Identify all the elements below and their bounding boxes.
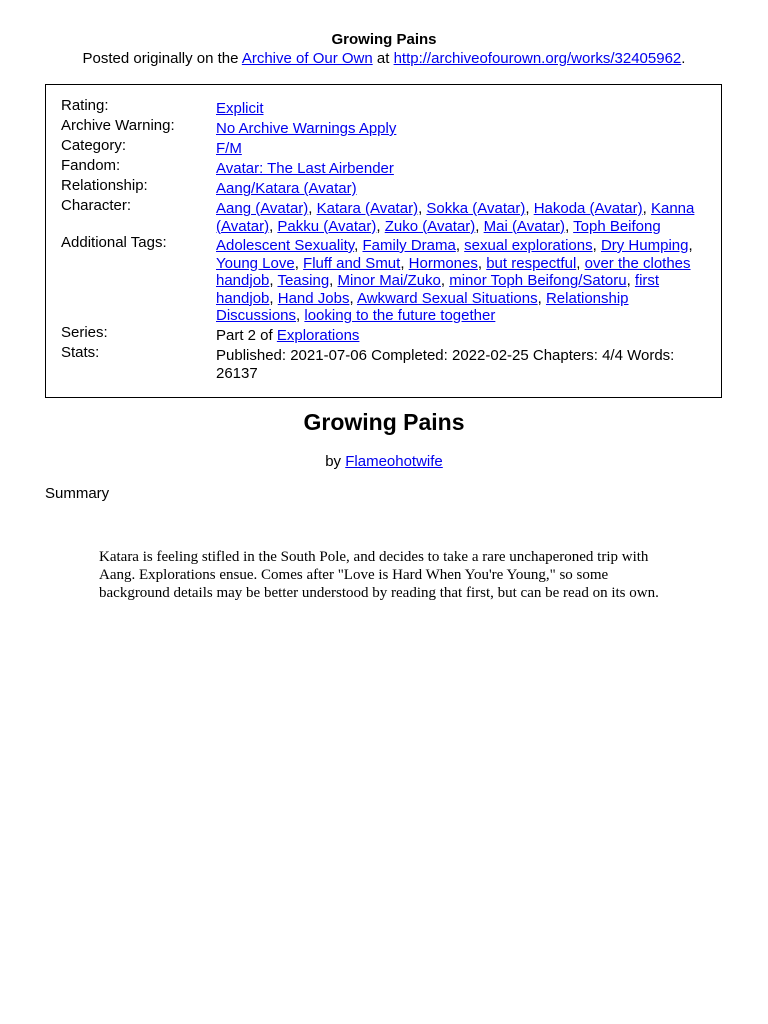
stats-label: Stats: (61, 344, 100, 361)
freeform-tag[interactable]: Teasing (277, 272, 330, 289)
freeform-tag[interactable]: Young Love (216, 254, 295, 272)
freeform-tag[interactable]: Minor Mai/Zuko (337, 272, 441, 289)
work-url-link[interactable]: http://archiveofourown.org/works/32405962 (393, 50, 682, 67)
freeform-tag[interactable]: Family Drama (362, 237, 456, 254)
category-label: Category: (61, 137, 127, 154)
by-text: by (325, 453, 342, 470)
freeform-tag[interactable]: Hand Jobs (277, 289, 350, 307)
relationship-link[interactable]: Aang/Katara (Avatar) (216, 180, 357, 197)
character-tag[interactable]: Aang (Avatar) (216, 200, 309, 217)
freeform-tag[interactable]: sexual explorations (464, 237, 593, 254)
archive-link[interactable]: Archive of Our Own (241, 50, 373, 67)
character-tag[interactable]: Toph Beifong (573, 217, 661, 235)
freeform-tag[interactable]: Adolescent Sexuality (216, 237, 355, 254)
summary-heading: Summary (45, 485, 110, 502)
stats-value: Published: 2021-07-06 Completed: 2022-02-25 Chapters: 4/4 Words: 26137 (216, 347, 675, 382)
fandom-link[interactable]: Avatar: The Last Airbender (216, 160, 394, 177)
byline (0, 453, 768, 470)
series-link[interactable]: Explorations (276, 327, 360, 344)
series-label: Series: (61, 324, 108, 341)
freeform-tag[interactable]: but respectful (486, 254, 577, 272)
author-link[interactable]: Flameohotwife (345, 453, 443, 470)
warning-label: Archive Warning: (61, 117, 175, 134)
fandom-label: Fandom: (61, 157, 121, 174)
freeform-tag[interactable]: over the clothes handjob (216, 254, 691, 289)
rating-link[interactable]: Explicit (216, 100, 264, 117)
document-header-title: Growing Pains (331, 31, 437, 48)
character-tag[interactable]: Mai (Avatar) (483, 217, 566, 235)
freeform-tag[interactable]: first handjob (216, 272, 660, 307)
work-title: Growing Pains (303, 409, 465, 435)
freeform-tag[interactable]: Fluff and Smut (303, 254, 401, 272)
freeform-tag[interactable]: Dry Humping (600, 237, 689, 254)
character-tag[interactable]: Pakku (Avatar) (277, 217, 377, 235)
relationship-label: Relationship: (61, 177, 148, 194)
at-text: at (376, 50, 390, 67)
freeform-tag[interactable]: Hormones (408, 254, 478, 272)
character-tag[interactable]: Kanna (Avatar) (216, 200, 695, 235)
character-tag[interactable]: Katara (Avatar) (316, 200, 419, 217)
rating-label: Rating: (61, 97, 109, 114)
additional-tags-list: Adolescent Sexuality, Family Drama, sexual explorations, Dry Humping, Young Love, Fluff and Smut, Hormones, but respectful, over the clothes handjob, Teasing, Minor Mai/Zuko, minor Toph Beifong/Satoru, first handjob, Hand Jobs, Awkward Sexual Situations, Relationship Discussions, looking to the future together (216, 237, 693, 324)
character-label: Character: (61, 197, 132, 214)
freeform-tag[interactable]: looking to the future together (304, 307, 496, 324)
character-tag[interactable]: Hakoda (Avatar) (533, 200, 643, 217)
character-tag[interactable]: Sokka (Avatar) (426, 200, 526, 217)
warning-link[interactable]: No Archive Warnings Apply (216, 120, 397, 137)
additional-tags-label: Additional Tags: (61, 234, 167, 251)
summary-text: Katara is feeling stifled in the South Pole, and decides to take a rare unchaperoned trip with Aang. Explorations ensue. Comes after "Love is Hard When You're Young," so some background details may be better understood by reading that first, but can be read on its own. (99, 549, 659, 601)
work-metadata-box (45, 84, 722, 398)
posted-originally-line: Posted originally on the Archive of Our Own at http://archiveofourown.org/works/32405962. (82, 50, 686, 67)
category-link[interactable]: F/M (216, 140, 242, 157)
freeform-tag[interactable]: minor Toph Beifong/Satoru (449, 272, 627, 289)
posted-prefix: Posted originally on the (82, 50, 239, 67)
character-tag[interactable]: Zuko (Avatar) (384, 217, 476, 235)
character-list: Aang (Avatar), Katara (Avatar), Sokka (Avatar), Hakoda (Avatar), Kanna (Avatar), Pakku (Avatar), Zuko (Avatar), Mai (Avatar), Toph Beifong (216, 200, 695, 235)
freeform-tag[interactable]: Awkward Sexual Situations (356, 289, 538, 307)
freeform-tag[interactable]: Relationship Discussions (216, 289, 629, 324)
series-part-text: Part 2 of (216, 327, 273, 344)
